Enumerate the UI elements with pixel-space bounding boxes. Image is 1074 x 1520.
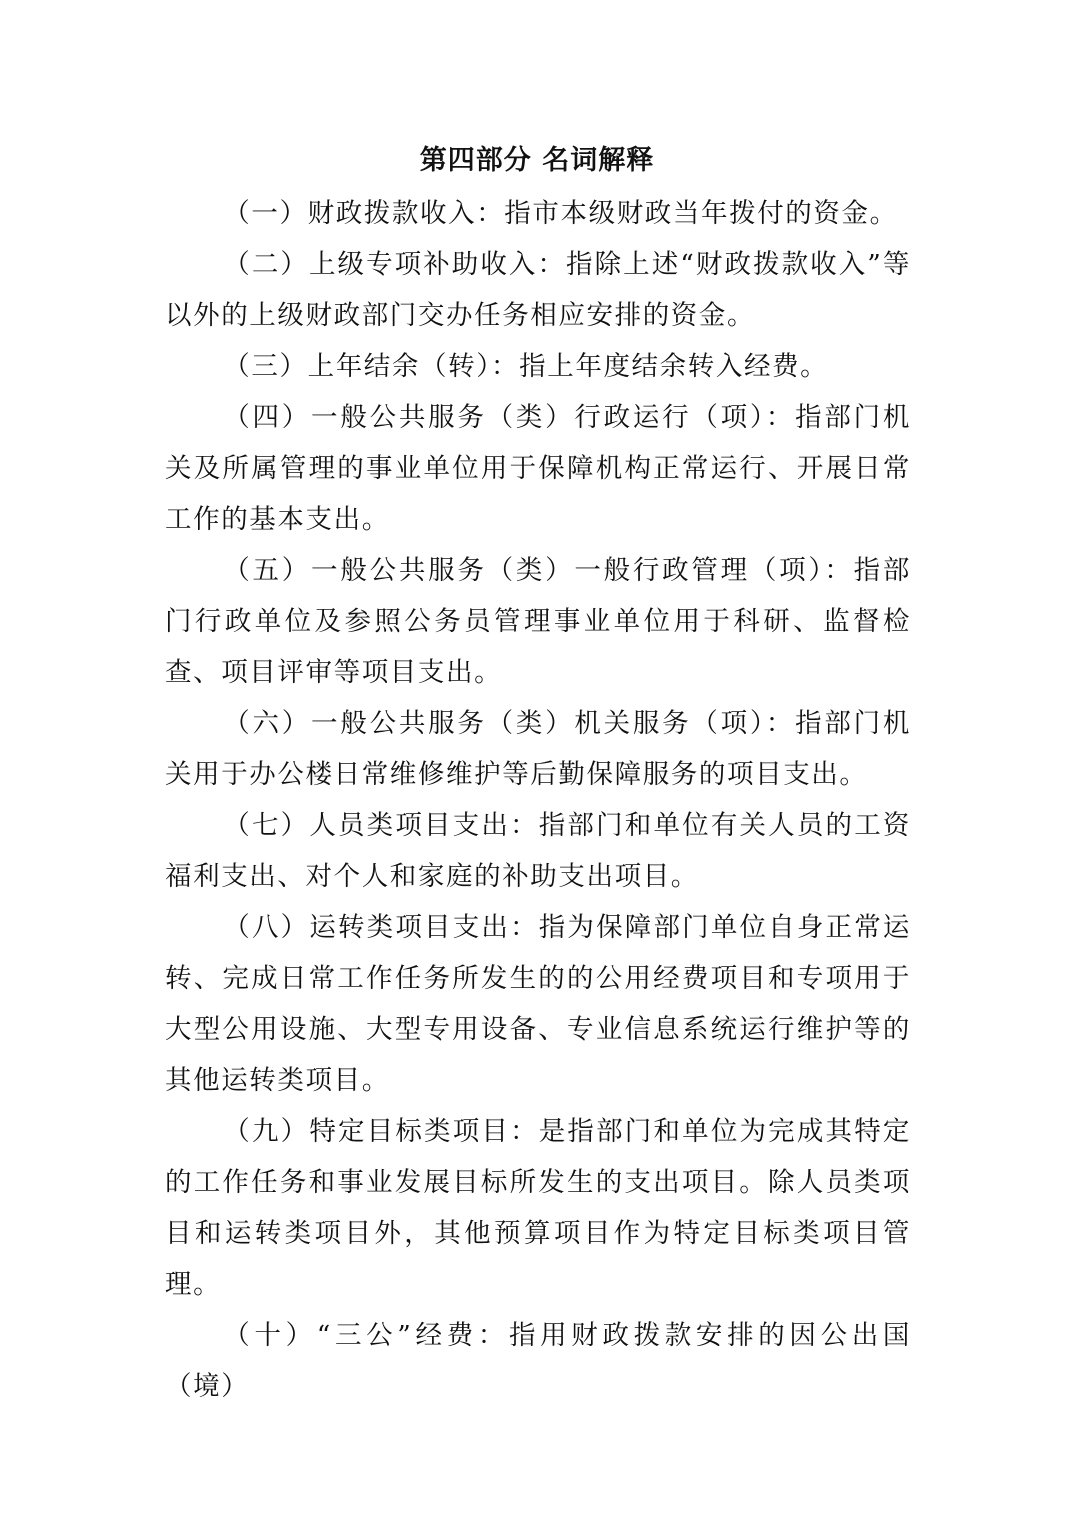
- page-title: 第四部分 名词解释: [419, 145, 655, 176]
- paragraph-6: （六）一般公共服务（类）机关服务（项）：指部门机关用于办公楼日常维修维护等后勤保障服务的项目支出。: [165, 708, 911, 790]
- paragraph-4: （四）一般公共服务（类）行政运行（项）：指部门机关及所属管理的事业单位用于保障机构正常运行、开展日常工作的基本支出。: [165, 402, 911, 535]
- paragraph-7: （七）人员类项目支出：指部门和单位有关人员的工资福利支出、对个人和家庭的补助支出项目。: [165, 810, 911, 892]
- document-body: [165, 188, 911, 1412]
- paragraph-5: （五）一般公共服务（类）一般行政管理（项）：指部门行政单位及参照公务员管理事业单位用于科研、监督检查、项目评审等项目支出。: [165, 555, 911, 688]
- paragraph-8: （八）运转类项目支出：指为保障部门单位自身正常运转、完成日常工作任务所发生的的公用经费项目和专项用于大型公用设施、大型专用设备、专业信息系统运行维护等的其他运转类项目。: [165, 912, 911, 1096]
- paragraph-10: （十）“三公”经费：指用财政拨款安排的因公出国（境）: [165, 1320, 911, 1402]
- paragraph-1: （一）财政拨款收入：指市本级财政当年拨付的资金。: [223, 198, 898, 229]
- paragraph-3: （三）上年结余（转）：指上年度结余转入经费。: [223, 351, 829, 382]
- paragraph-9: （九）特定目标类项目：是指部门和单位为完成其特定的工作任务和事业发展目标所发生的支出项目。除人员类项目和运转类项目外，其他预算项目作为特定目标类项目管理。: [165, 1116, 911, 1300]
- paragraph-2: （二）上级专项补助收入：指除上述“财政拨款收入”等以外的上级财政部门交办任务相应安排的资金。: [165, 249, 911, 331]
